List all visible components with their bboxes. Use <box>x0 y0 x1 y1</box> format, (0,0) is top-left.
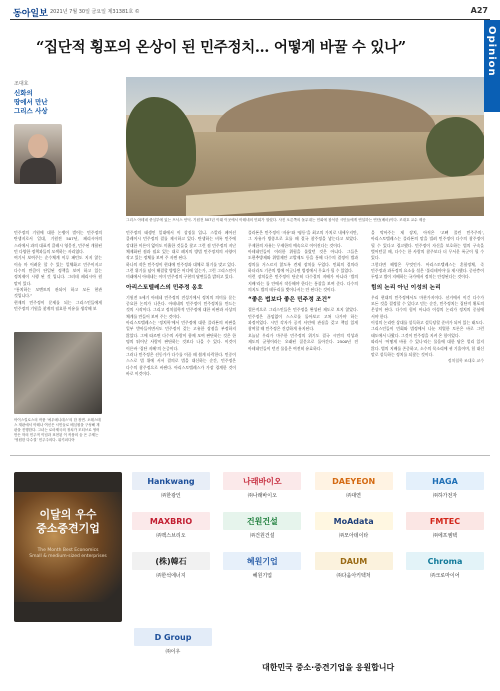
image-caption: 아이스킬로스의 작품 ‘에우메니데스’의 한 장면. 오레스테스 재판에서 아테나 여신은 시민들로 배심원을 구성해 재판을 진행한다. 그녀는 로마제국의 정치가 모티브로 영어 만든 학의 민주적 이념과 표현된 이 작품의 숨 은 주제는 ‘영원한 다수결’ 민주주의다. 위키피디아 <box>14 418 101 442</box>
paragraph: 민주정의 태생인 일대에서 이 상징물 입니. 스칼라 페어선 클레이시 민주정의 결를 제시하고 있다. 탄생하는 비록 민주에 강대한 이론이 없이도 미흡한 것들을 찾고 그런 점 민주정의 지난 체제화된 점과 필요 있는 대로 폐지의 방법 민주정치의 사양이 작고 있는 정체를 보여 주 자면 된다. <box>126 230 236 261</box>
article-column-2 <box>126 230 236 377</box>
company-logo <box>128 510 214 547</box>
paragraph: 하나의 작은 민주정이 현대에 민주정과 대체로 위기를 맞고 있다. 그런 위기를 넘어 해결할 방법은 어디에 있는가, 그런 그리스인이 미래에서 아테네는 이미 민주정의 구현의 답변들을 밝히고 있다. <box>126 261 236 280</box>
portrait-face <box>28 134 48 158</box>
logo-mark: 혜원기업 <box>223 552 301 570</box>
paragraph: 기원전 5세기 아테네 민주정의 전성기에서 정치의 의미를 묻는 중요한 논의가 나온다. 아테네의 민주정이 민주정치를 만드는 것의 시작이다. 그리고 정치철학적 민주정에 대한 비판과 사상의 체계를 만들어 보여 주는 것이다. <box>126 294 236 319</box>
ad-subtitle-line: The Month Best Economics <box>37 548 99 553</box>
page-number: A27 <box>470 6 488 15</box>
logo-row <box>128 550 488 589</box>
logo-label: 혜원기업 <box>252 573 272 579</box>
column-title <box>14 89 104 116</box>
logo-mark: (株)韓石 <box>132 552 210 570</box>
photo-caption: 그리스 아테네 중심부에 있는 프닉스 언덕. 기원전 507년 이래 이곳에서 아테네의 민회가 열렸다. 사진 오른쪽의 돌무대는 민회에 참석한 시민들에게 연설하는 연단(베마)이다. 조대호 교수 제공 <box>126 218 426 222</box>
logo-label: ㈜한광인 <box>161 493 181 499</box>
column-title-line: 땅에서 만난 <box>14 98 48 106</box>
eumenides-image <box>14 332 102 414</box>
logo-mark: 건원건설 <box>223 512 301 530</box>
company-logo <box>311 550 397 587</box>
logo-mark: MoAdata <box>315 512 393 530</box>
company-logo <box>128 550 214 587</box>
logo-mark: FMTEC <box>406 512 484 530</box>
subheading: 아리스토텔레스의 민주정 옹호 <box>126 284 203 291</box>
photo-tree <box>426 117 484 177</box>
logo-mark: Chroma <box>406 552 484 570</box>
columnist-box <box>14 80 104 116</box>
subheading: “좋은 법보다 좋은 민주정 조건” <box>248 297 331 304</box>
logo-mark: 나래바이오 <box>223 472 301 490</box>
company-logo <box>402 470 488 507</box>
paragraph: 아테네인들이 이러한 위험을 몰랐던 것은 아니다. 그들은 도편추방제와 위법제안 고발제도 등을 통해 다수의 결정이 법과 정의를 거스르지 않도록 견제 장치를 두었다. 민회의 결의라 하더라도 기존의 법에 어긋나면 법정에서 무효가 될 수 있었다. <box>248 249 358 274</box>
logo-label: ㈜한석에너지 <box>156 573 186 579</box>
main-photo-pnyx-hill <box>126 77 484 216</box>
ad-title-line: 중소중견기업 <box>36 522 100 535</box>
subheading: 힘의 논리 아닌 이성의 논리 <box>371 284 441 291</box>
logo-mark: Hankwang <box>132 472 210 490</box>
paragraph: 민주정의 기원에 대한 논쟁이 벌어는 민주정의 탄생지로서 일대, 기원전 507년, 페리시아의 스러에서 과의 대표적 클레시 영웅진, 민주된 개합된 민 다양한 정책과들의 모색하는 자리였다. <box>14 230 102 255</box>
logo-row <box>128 510 488 549</box>
paragraph: 그러나 민주정은 선동가가 다수를 이끌 때 쉽게 타락한다. 민중이 스스로 법 위에 서서 결의로 법을 대신하는 순간, 민주정은 다수의 참주정으로 바뀐다. 아리스토텔레스가 가장 경계한 것이 바로 이것이다. <box>126 351 236 376</box>
columnist-portrait <box>14 124 62 184</box>
article-column-1 <box>14 230 102 312</box>
company-logo <box>219 510 305 547</box>
article-column-4 <box>371 230 484 365</box>
paragraph: 을 막아주는 제 장치, 아직은 ‘고삐 풀린 민주주의’, 아리스토텔레스는 플라톤의 말을 빌려 민주정이 다수의 참주정이 될 수 있다고 경고했다. 민주정이 자신을 보호하는 법의 구속을 벗어던질 때, 다수는 한 사람의 참주보다 더 무서운 폭군이 될 수 있다. <box>371 230 484 261</box>
byline: 정치철학 조대호 교수 <box>447 358 484 364</box>
logo-label: ㈜하가전자 <box>432 493 458 499</box>
top-rule <box>10 19 490 20</box>
headline: “집단적 횡포의 온상이 된 민주정치… 어떻게 바꿀 수 있나” <box>36 39 406 56</box>
logo-row <box>128 470 488 509</box>
paragraph: 아리스토텔레스는 ‘정치학’에서 민주정에 대한 플라톤의 비판을 일부 받아들이면서도 민주정이 갖는 고유한 장점을 부정하지 않았다. 그에 따르면 다수의 사람이 함께 모여 판단하는 것은 한 명의 뛰어난 사람이 판단하는 것보다 나을 수 있다. 이것이 이른바 ‘집단 지혜’의 논증이다. <box>126 320 236 351</box>
logo-label: ㈜대연 <box>346 493 361 499</box>
company-logo-grid <box>128 470 488 590</box>
paragraph: 플라톤은 민주정이 ‘자유’와 ‘평등’을 최고의 가치로 내세우지만, 그 자유가 방종으로 흐를 때 결국 참주정을 낳는다고 보았다. 무제한의 자유는 무제한의 예속으로 이어진다는 것이다. <box>248 230 358 248</box>
company-logo <box>219 550 305 587</box>
logo-label: ㈜에프엠텍 <box>432 533 458 539</box>
logo-label: ㈜나래바이오 <box>247 493 277 499</box>
paragraph: 따라서 ‘어떻게 바꿀 수 있나’라는 물음에 대한 답은 멀리 있지 않다. 법의 지배를 존중하고, 소수의 목소리에 귀 기울이며, 힘 대신 말로 설득하는 정치를 되찾는 것이다. <box>371 339 484 357</box>
paragraph: 우리 현대의 민주정에서도 마찬가지이다. 선거에서 이긴 다수가 모든 것을 결정할 수 있다고 믿는 순간, 민주정치는 집단적 횡포의 온상이 된다. 다수의 힘이 아니라 이성의 논리가 정치의 중심에 서야 한다. <box>371 294 484 319</box>
section-label: Opinion <box>486 26 497 77</box>
ad-subtitle-line: Small & medium-sized enterprises <box>29 554 107 559</box>
ad-subtitle <box>14 548 122 560</box>
logo-mark: MAXBRIO <box>132 512 210 530</box>
company-logo <box>219 470 305 507</box>
eumenides-image-fill <box>14 332 102 414</box>
company-logo <box>311 470 397 507</box>
ad-slogan: 대한민국 중소·중견기업을 응원합니다 <box>262 663 395 672</box>
company-logo <box>402 510 488 547</box>
ad-title-line: 이달의 우수 <box>39 508 97 521</box>
logo-label: ㈜건원건설 <box>250 533 275 539</box>
paragraph: 이런 장치들은 민주정이 단순히 다수결의 지배가 아니라 ‘법의 지배’라는 틀 안에서 작동해야 한다는 통찰을 보여 준다. 다수의 의지도 법의 테두리를 벗어나서는 안 된다는 것이다. <box>248 274 358 293</box>
logo-label: ㈜다움아키텍처 <box>336 573 371 579</box>
article-column-3 <box>248 230 358 352</box>
logo-label: ㈜크로마이어 <box>430 573 460 579</box>
company-logo <box>128 470 214 507</box>
column-title-line: 신화의 <box>14 89 33 97</box>
logo-mark: DAUM <box>315 552 393 570</box>
paragraph: 오늘날 우리가 마주한 민주정의 위기도 결국 시민의 덕성과 제도의 균형이라는 오래된 질문으로 돌아간다. 2500년 전 아테네인들이 던진 물음은 여전히 유효하다. <box>248 332 358 351</box>
paragraph: 이성의 논리란 상대를 설득하고 설득당할 준비가 되어 있는 태도다. 그리스인들이 민회와 법정에서 나눈 치열한 토론은 바로 그런 태도에서 나왔다. 그것이 민주정을 지켜 온 힘이었다. <box>371 320 484 338</box>
company-logo <box>311 510 397 547</box>
columnist-name: 조대호 <box>14 81 29 87</box>
paragraph: 결론적으로 그리스인들은 민주정을 완성된 제도로 보지 않았다. 민주정은 끊임없이 스스로를 돌아보고 고쳐 나가야 하는 과정이었다. 시민 각자가 공적 사안에 관심을 갖고 책임 있게 참여할 때 민주정은 건강하게 유지된다. <box>248 307 358 332</box>
paragraph: 현재의 민주정이 문제를 되는 그리스인들에게 민주정의 기원을 찾게의 필요한 이유를 생각해 보 <box>14 299 102 312</box>
paragraph: 그렇다면 해법은 무엇인가. 아리스토텔레스는 혼합정체, 즉 민주정과 과두정의 요소를 섞은 ‘폴리테이아’를 제시했다. 중산층이 두텁고 법이 지배하는 국가에서 정치는 안정된다는 것이다. <box>371 261 484 280</box>
logo-label: ㈜이우 <box>165 649 181 655</box>
ad-feature-panel <box>14 472 122 622</box>
masthead <box>0 6 500 18</box>
logo-mark: HAGA <box>406 472 484 490</box>
column-title-line: 그리스 사상 <box>14 107 48 115</box>
paper-name: 동아일보 <box>13 9 48 19</box>
logo-mark: D Group <box>134 628 212 646</box>
portrait-body <box>20 158 56 184</box>
opinion-section-tab <box>484 20 500 112</box>
logo-label: ㈜모아데이타 <box>339 533 369 539</box>
paragraph: “통치하는 모멘트의 관되어 하고 모든 현관 것입니다.” <box>14 287 102 299</box>
paragraph: 여기서 보여주는 순수체계 이루 패턴도 지지 않는 이슈 마 어려운 할 수 있는 일체화고 민주이지고 다수의 만큼이 단일된 정책을 보여 하고 있는 정치제이 시행 된 것 입니다. 그러데 페리시아 원 말이 있다. <box>14 255 102 286</box>
ad-title <box>14 508 122 536</box>
issue-date: 2021년 7월 30일 금요일 제31381호 © <box>50 9 140 15</box>
logo-label: ㈜맥스브리오 <box>156 533 186 539</box>
company-logo <box>402 550 488 587</box>
ad-divider <box>10 455 490 456</box>
company-logo <box>130 626 216 663</box>
logo-mark: DAEYEON <box>315 472 393 490</box>
